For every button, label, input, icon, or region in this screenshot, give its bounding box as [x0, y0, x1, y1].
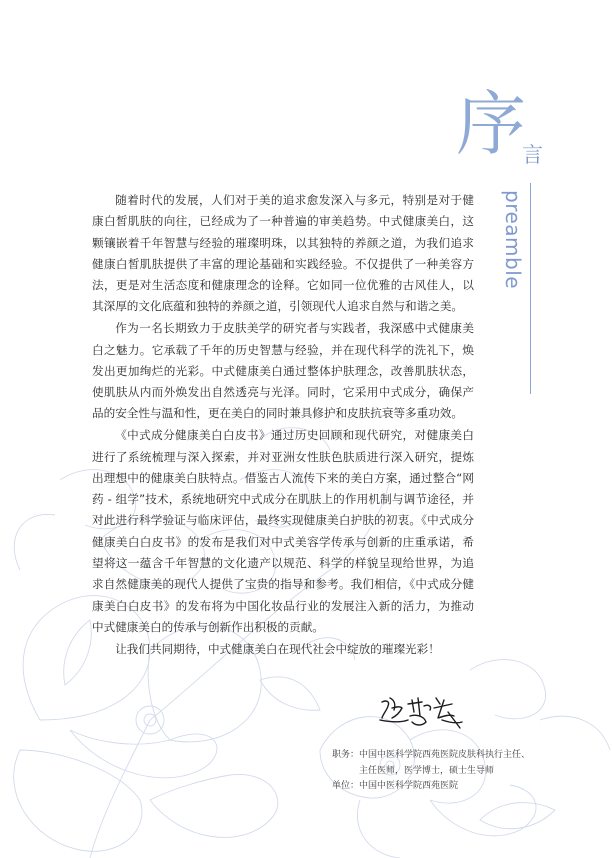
author-institution-line: 单位：中国中医科学院西苑医院 — [332, 781, 459, 791]
preface-title-small-character: 言 — [522, 143, 543, 167]
preface-title-character: 序 — [456, 83, 526, 165]
author-position-line-1: 职务：中国中医科学院西苑医院皮肤科执行主任、 — [332, 750, 531, 760]
paragraph-1: 随着时代的发展，人们对于美的追求愈发深入与多元，特别是对于健康白皙肌肤的向往，已经成为了一种普遍的审美趋势。中式健康美白，这颗镶嵌着千年智慧与经验的璀璨明珠，以其独特的养颜之道，为我们追求健康白皙肌肤提供了丰富的理论基础和实践经验。不仅提供了一种美容方法，更是对生活态度和健康理念的诠释。它如同一位优雅的古风佳人，以其深厚的文化底蕴和独特的养颜之道，引领现代人追求自然与和谐之美。 — [92, 193, 474, 314]
handwritten-signature — [378, 692, 474, 732]
decorative-vertical-line — [530, 183, 531, 394]
preface-body — [92, 190, 474, 660]
paragraph-2: 作为一名长期致力于皮肤美学的研究者与实践者，我深感中式健康美白之魅力。它承载了千年的历史智慧与经验，并在现代科学的洗礼下，焕发出更加绚烂的光彩。中式健康美白通过整体护肤理念，改善肌肤状态，使肌肤从内而外焕发出自然透亮与光泽。同时，它采用中式成分，确保产品的安全性与温和性，更在美白的同时兼具修护和皮肤抗衰等多重功效。 — [92, 321, 474, 421]
preamble-vertical-label: preamble — [501, 190, 525, 290]
paragraph-4: 让我们共同期待，中式健康美白在现代社会中绽放的璀璨光彩！ — [115, 641, 440, 656]
author-position-line-2: 主任医师，医学博士，硕士生导师 — [359, 765, 495, 776]
author-credentials — [332, 748, 530, 795]
paragraph-3: 《中式成分健康美白白皮书》通过历史回顾和现代研究，对健康美白进行了系统梳理与深入探索，并对亚洲女性肤色肤质进行深入研究，提炼出理想中的健康美白肤特点。借鉴古人流传下来的美白方案，通过整合“网药 - 组学”技术，系统地研究中式成分在肌肤上的作用机制与调节途径，并对此进行科学验证与临床评估，最终实现健康美白护肤的初衷。《中式成分健康美白白皮书》的发布是我们对中式美容学传承与创新的庄重承诺，希望将这一蕴含千年智慧的文化遗产以规范、科学的样貌呈现给世界，为追求自然健康美的现代人提供了宝贵的指导和参考。我们相信，《中式成分健康美白白皮书》的发布将为中国化妆品行业的发展注入新的活力，为推动中式健康美白的传承与创新作出积极的贡献。 — [92, 428, 474, 634]
